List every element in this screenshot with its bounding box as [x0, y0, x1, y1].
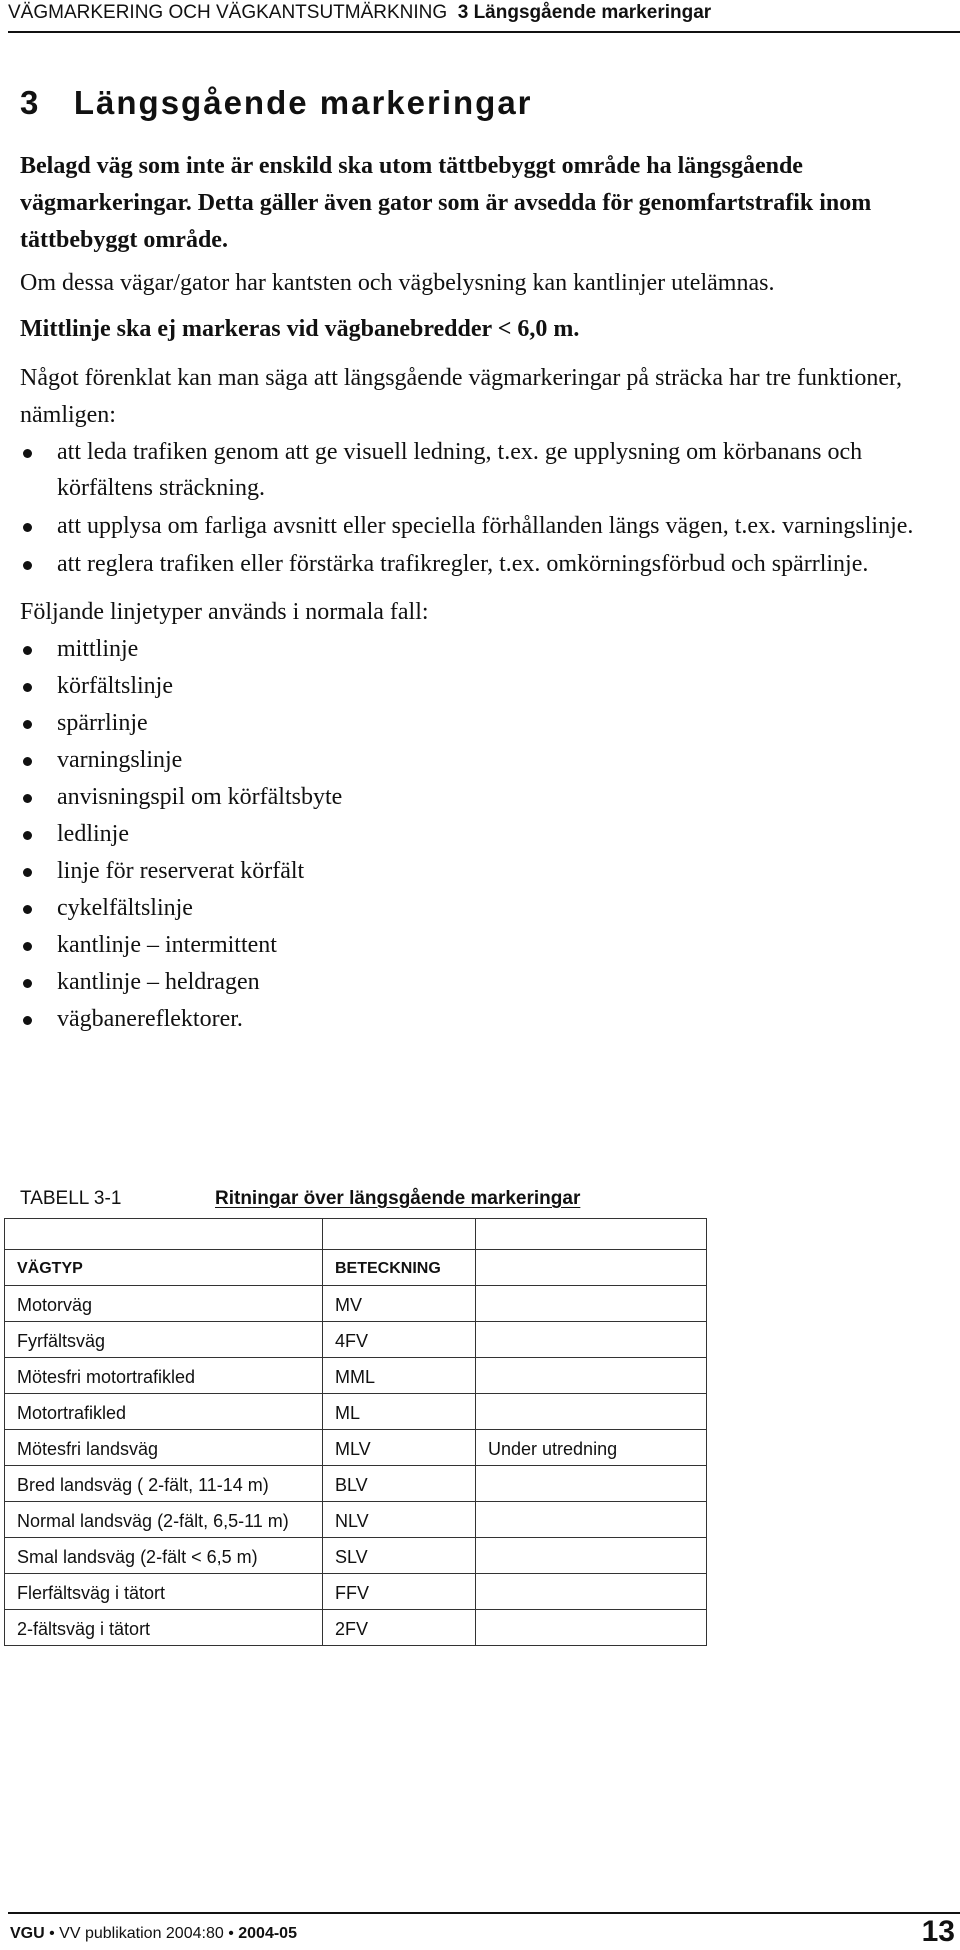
- table-cell: Smal landsväg (2-fält < 6,5 m): [5, 1538, 323, 1574]
- running-header: [8, 2, 711, 24]
- table-spacer-row: [5, 1219, 707, 1250]
- types-intro: Följande linjetyper används i normala fall:: [20, 599, 429, 625]
- table-cell: MV: [323, 1286, 476, 1322]
- line-types-list: [20, 631, 945, 1038]
- list-item: spärrlinje: [20, 705, 945, 742]
- chapter-title: Längsgående markeringar: [73, 84, 533, 121]
- table-row: [5, 1430, 707, 1466]
- list-item: att upplysa om farliga avsnitt eller speciella förhållanden längs vägen, t.ex. varningslinje.: [20, 508, 945, 544]
- list-item: mittlinje: [20, 631, 945, 668]
- table-cell: FFV: [323, 1574, 476, 1610]
- column-header: VÄGTYP: [5, 1250, 323, 1286]
- list-item: linje för reserverat körfält: [20, 853, 945, 890]
- table-cell: BLV: [323, 1466, 476, 1502]
- table-cell: ML: [323, 1394, 476, 1430]
- table-row: [5, 1502, 707, 1538]
- footer-rule: [8, 1912, 960, 1914]
- table-cell: [476, 1538, 707, 1574]
- intro-paragraph: Belagd väg som inte är enskild ska utom tättbebyggt område ha längsgående vägmarkeringar. Detta gäller även gator som är avsedda för genomfartstrafik inom tättbebyggt område.: [20, 153, 872, 253]
- table-cell: SLV: [323, 1538, 476, 1574]
- footer-org: VGU: [10, 1925, 45, 1942]
- header-title: VÄGMARKERING OCH VÄGKANTSUTMÄRKNING: [8, 2, 448, 23]
- header-section: 3 Längsgående markeringar: [457, 2, 712, 23]
- header-rule: [8, 31, 960, 33]
- table-header-row: [5, 1250, 707, 1286]
- list-item: anvisningspil om körfältsbyte: [20, 779, 945, 816]
- table-cell: Mötesfri motortrafikled: [5, 1358, 323, 1394]
- table-cell: Normal landsväg (2-fält, 6,5-11 m): [5, 1502, 323, 1538]
- list-item: att leda trafiken genom att ge visuell ledning, t.ex. ge upplysning om körbanans och körfältens sträckning.: [20, 434, 945, 506]
- list-item: kantlinje – intermittent: [20, 927, 945, 964]
- footer-publication: VV publikation 2004:80: [59, 1925, 224, 1942]
- list-item: kantlinje – heldragen: [20, 964, 945, 1001]
- list-item: ledlinje: [20, 816, 945, 853]
- table-row: [5, 1466, 707, 1502]
- table-label: TABELL 3-1: [20, 1188, 122, 1209]
- table-row: [5, 1358, 707, 1394]
- functions-list: [20, 434, 945, 582]
- footer-info: VGU • VV publikation 2004:80 • 2004-05: [10, 1925, 297, 1942]
- table-cell: Under utredning: [476, 1430, 707, 1466]
- chapter-heading: [20, 84, 533, 122]
- table-cell: Bred landsväg ( 2-fält, 11-14 m): [5, 1466, 323, 1502]
- table-caption: [20, 1188, 580, 1210]
- functions-intro: Något förenklat kan man säga att längsgående vägmarkeringar på sträcka har tre funktioner, nämligen:: [20, 365, 902, 428]
- chapter-body: [20, 148, 945, 1038]
- table-cell: 4FV: [323, 1322, 476, 1358]
- table-cell: 2-fältsväg i tätort: [5, 1610, 323, 1646]
- drawings-table: [4, 1218, 707, 1646]
- mittlinje-paragraph: Mittlinje ska ej markeras vid vägbanebredder < 6,0 m.: [20, 316, 580, 342]
- table-cell: [476, 1394, 707, 1430]
- chapter-number: 3: [20, 84, 41, 121]
- table-cell: Mötesfri landsväg: [5, 1430, 323, 1466]
- table-cell: [476, 1322, 707, 1358]
- table-row: [5, 1574, 707, 1610]
- table-cell: [476, 1574, 707, 1610]
- table-cell: NLV: [323, 1502, 476, 1538]
- table-title: Ritningar över längsgående markeringar: [215, 1188, 581, 1209]
- table-row: [5, 1394, 707, 1430]
- table-cell: [476, 1286, 707, 1322]
- list-item: varningslinje: [20, 742, 945, 779]
- column-header: BETECKNING: [323, 1250, 476, 1286]
- list-item: körfältslinje: [20, 668, 945, 705]
- list-item: att reglera trafiken eller förstärka trafikregler, t.ex. omkörningsförbud och spärrlinje.: [20, 546, 945, 582]
- footer-date: 2004-05: [238, 1925, 297, 1942]
- table-cell: [476, 1466, 707, 1502]
- table-row: [5, 1538, 707, 1574]
- table-cell: 2FV: [323, 1610, 476, 1646]
- table-cell: Motorväg: [5, 1286, 323, 1322]
- list-item: cykelfältslinje: [20, 890, 945, 927]
- table-cell: MML: [323, 1358, 476, 1394]
- table-row: [5, 1286, 707, 1322]
- column-header: [476, 1250, 707, 1286]
- page-number: 13: [921, 1915, 955, 1948]
- table-cell: [476, 1610, 707, 1646]
- table-row: [5, 1322, 707, 1358]
- table-cell: Motortrafikled: [5, 1394, 323, 1430]
- list-item: vägbanereflektorer.: [20, 1001, 945, 1038]
- table-cell: Fyrfältsväg: [5, 1322, 323, 1358]
- table-cell: [476, 1358, 707, 1394]
- table-row: [5, 1610, 707, 1646]
- table-cell: Flerfältsväg i tätort: [5, 1574, 323, 1610]
- table-cell: MLV: [323, 1430, 476, 1466]
- kantsten-paragraph: Om dessa vägar/gator har kantsten och vägbelysning kan kantlinjer utelämnas.: [20, 270, 775, 296]
- table-cell: [476, 1502, 707, 1538]
